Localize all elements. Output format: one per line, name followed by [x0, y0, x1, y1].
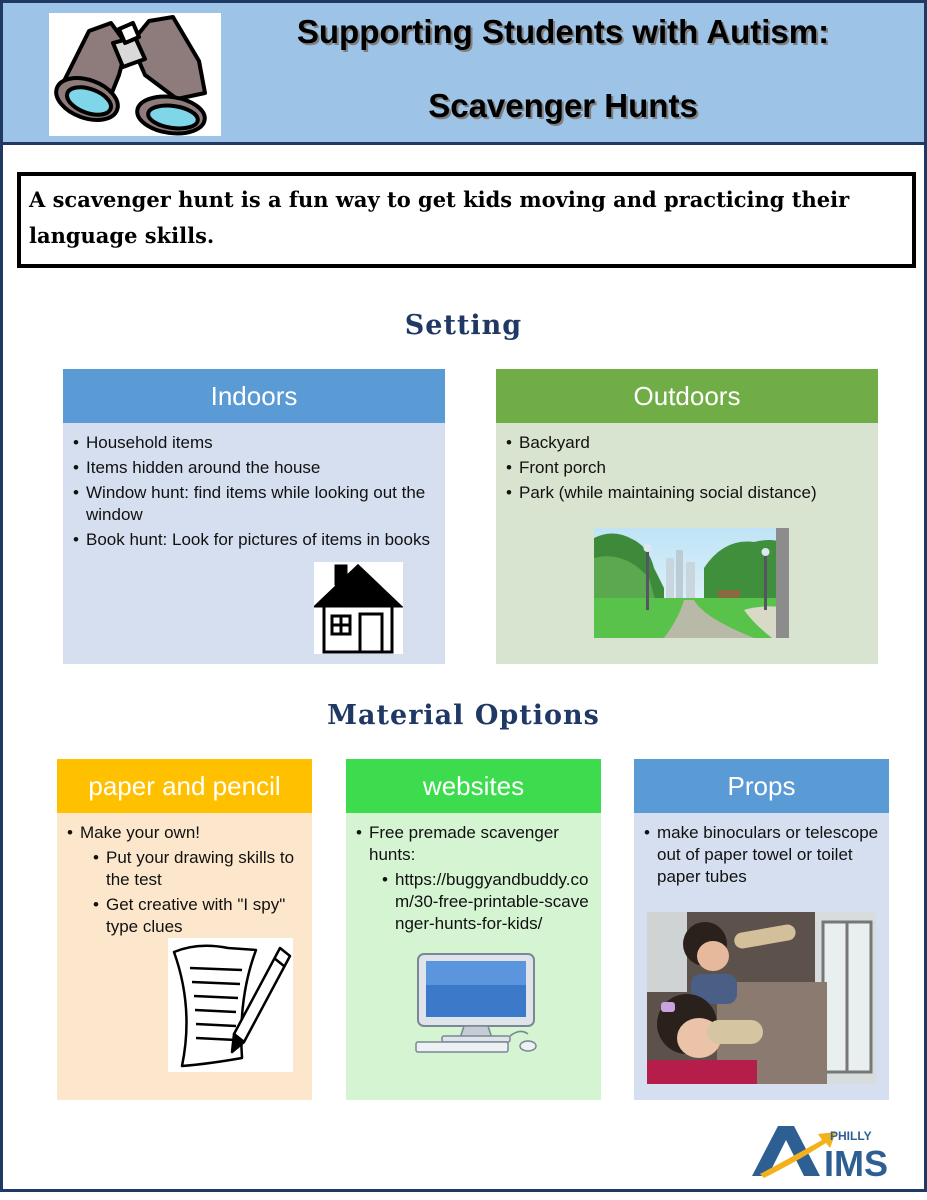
page-title: Supporting Students with Autism: — [296, 13, 830, 50]
props-heading: Props — [634, 759, 889, 813]
setting-heading: Setting — [404, 310, 523, 341]
list-item: • Backyard — [506, 432, 868, 454]
material-options-heading: Material Options — [327, 700, 600, 731]
binoculars-icon — [49, 13, 221, 136]
websites-list — [356, 822, 593, 935]
sub-list-item: • Get creative with "I spy" type clues — [93, 894, 304, 938]
sub-list — [369, 869, 593, 935]
outdoors-heading: Outdoors — [496, 369, 878, 423]
list-item — [356, 822, 593, 935]
list-item: • Household items — [73, 432, 435, 454]
props-list — [644, 822, 881, 888]
philly-aims-logo — [750, 1122, 918, 1180]
list-item-text: Make your own! — [80, 823, 200, 842]
paper-pencil-icon — [168, 938, 293, 1072]
sub-list — [80, 847, 304, 938]
list-item: • Items hidden around the house — [73, 457, 435, 479]
list-item-text: Free premade scavenger hunts: — [369, 823, 559, 864]
list-item: • make binoculars or telescope out of paper towel or toilet paper tubes — [644, 822, 881, 888]
paper-pencil-list — [67, 822, 304, 938]
list-item — [67, 822, 304, 938]
park-scene — [594, 528, 789, 638]
website-link[interactable]: • https://buggyandbuddy.com/30-free-printable-scavenger-hunts-for-kids/ — [382, 869, 593, 935]
sub-list-item: • Put your drawing skills to the test — [93, 847, 304, 891]
websites-heading: websites — [346, 759, 601, 813]
logo-ims-text: IMS — [824, 1143, 889, 1180]
kids-photo — [647, 912, 876, 1084]
list-item: • Front porch — [506, 457, 868, 479]
computer-icon — [412, 952, 540, 1054]
page-subtitle: Scavenger Hunts — [428, 87, 698, 124]
list-item: • Window hunt: find items while looking out the window — [73, 482, 435, 526]
list-item: • Book hunt: Look for pictures of items in books — [73, 529, 435, 551]
intro-box — [17, 172, 916, 268]
header-banner — [0, 0, 927, 145]
list-item: • Park (while maintaining social distance) — [506, 482, 868, 504]
paper-pencil-heading: paper and pencil — [57, 759, 312, 813]
indoors-heading: Indoors — [63, 369, 445, 423]
indoors-list — [73, 432, 435, 551]
intro-text: A scavenger hunt is a fun way to get kids moving and practicing their language skills. — [29, 187, 850, 248]
outdoors-list — [506, 432, 868, 504]
logo-philly-text: PHILLY — [830, 1129, 872, 1143]
house-icon — [314, 562, 403, 654]
